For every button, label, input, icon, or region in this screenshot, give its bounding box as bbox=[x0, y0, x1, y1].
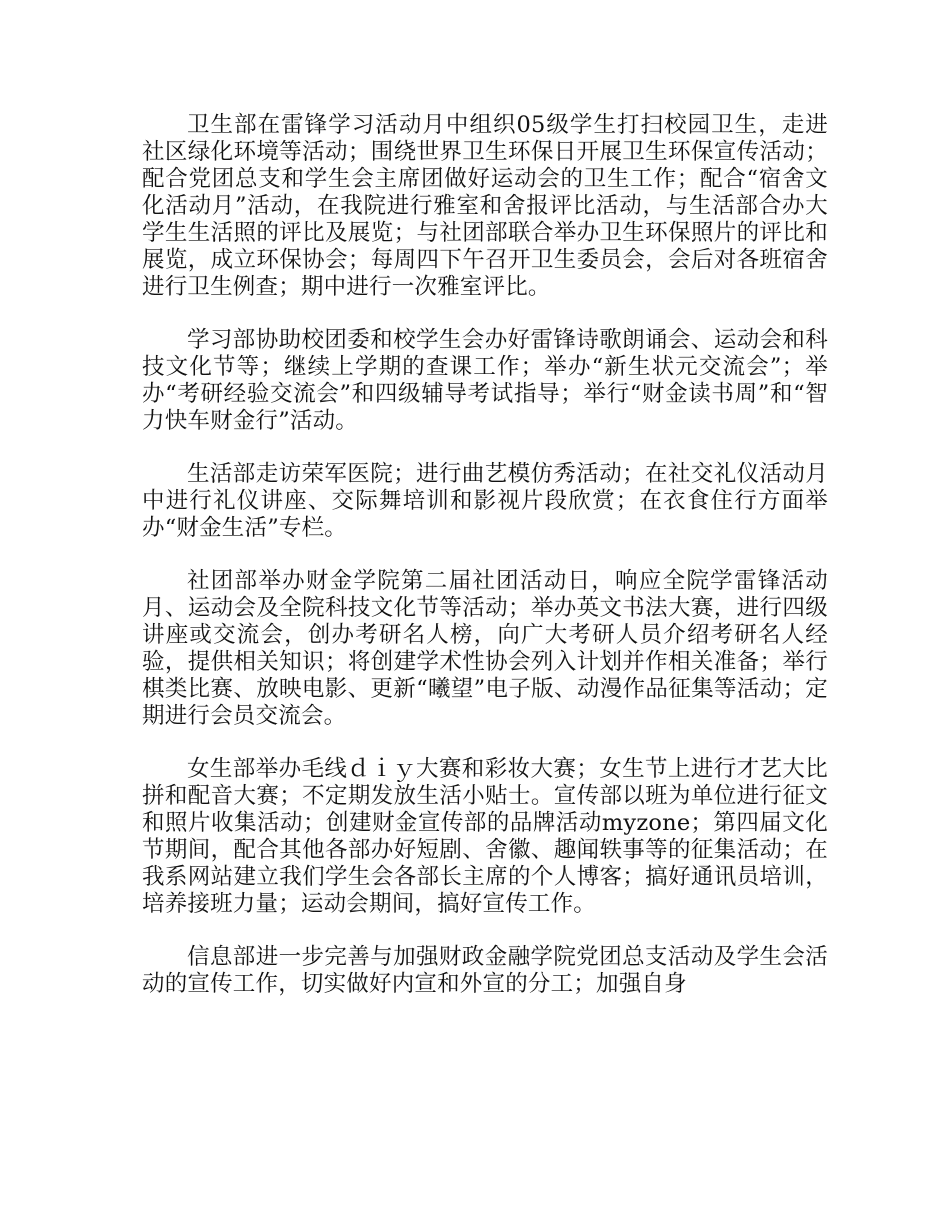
paragraph-female-and-publicity-department: 女生部举办毛线ｄｉｙ大赛和彩妆大赛；女生节上进行才艺大比拼和配音大赛；不定期发放生活小贴士。宣传部以班为单位进行征文和照片收集活动；创建财金宣传部的品牌活动myzone；第四届文化节期间，配合其他各部办好短剧、舍徽、趣闻轶事等的征集活动；在我系网站建立我们学生会各部长主席的个人博客；搞好通讯员培训，培养接班力量；运动会期间，搞好宣传工作。 bbox=[142, 756, 828, 917]
paragraph-club-department: 社团部举办财金学院第二届社团活动日，响应全院学雷锋活动月、运动会及全院科技文化节等活动；举办英文书法大赛，进行四级讲座或交流会，创办考研名人榜，向广大考研人员介绍考研名人经验，提供相关知识；将创建学术性协会列入计划并作相关准备；举行棋类比赛、放映电影、更新“曦望”电子版、动漫作品征集等活动；定期进行会员交流会。 bbox=[142, 568, 828, 729]
document-body bbox=[142, 112, 828, 998]
paragraph-study-department: 学习部协助校团委和校学生会办好雷锋诗歌朗诵会、运动会和科技文化节等；继续上学期的查课工作；举办“新生状元交流会”；举办“考研经验交流会”和四级辅导考试指导；举行“财金读书周”和“智力快车财金行”活动。 bbox=[142, 327, 828, 434]
paragraph-information-department: 信息部进一步完善与加强财政金融学院党团总支活动及学生会活动的宣传工作，切实做好内宣和外宣的分工；加强自身 bbox=[142, 944, 828, 997]
paragraph-life-department: 生活部走访荣军医院；进行曲艺模仿秀活动；在社交礼仪活动月中进行礼仪讲座、交际舞培训和影视片段欣赏；在衣食住行方面举办“财金生活”专栏。 bbox=[142, 461, 828, 541]
paragraph-health-department: 卫生部在雷锋学习活动月中组织05级学生打扫校园卫生，走进社区绿化环境等活动；围绕世界卫生环保日开展卫生环保宣传活动；配合党团总支和学生会主席团做好运动会的卫生工作；配合“宿舍文化活动月”活动，在我院进行雅室和舍报评比活动，与生活部合办大学生生活照的评比及展览；与社团部联合举办卫生环保照片的评比和展览，成立环保协会；每周四下午召开卫生委员会，会后对各班宿舍进行卫生例查；期中进行一次雅室评比。 bbox=[142, 112, 828, 300]
